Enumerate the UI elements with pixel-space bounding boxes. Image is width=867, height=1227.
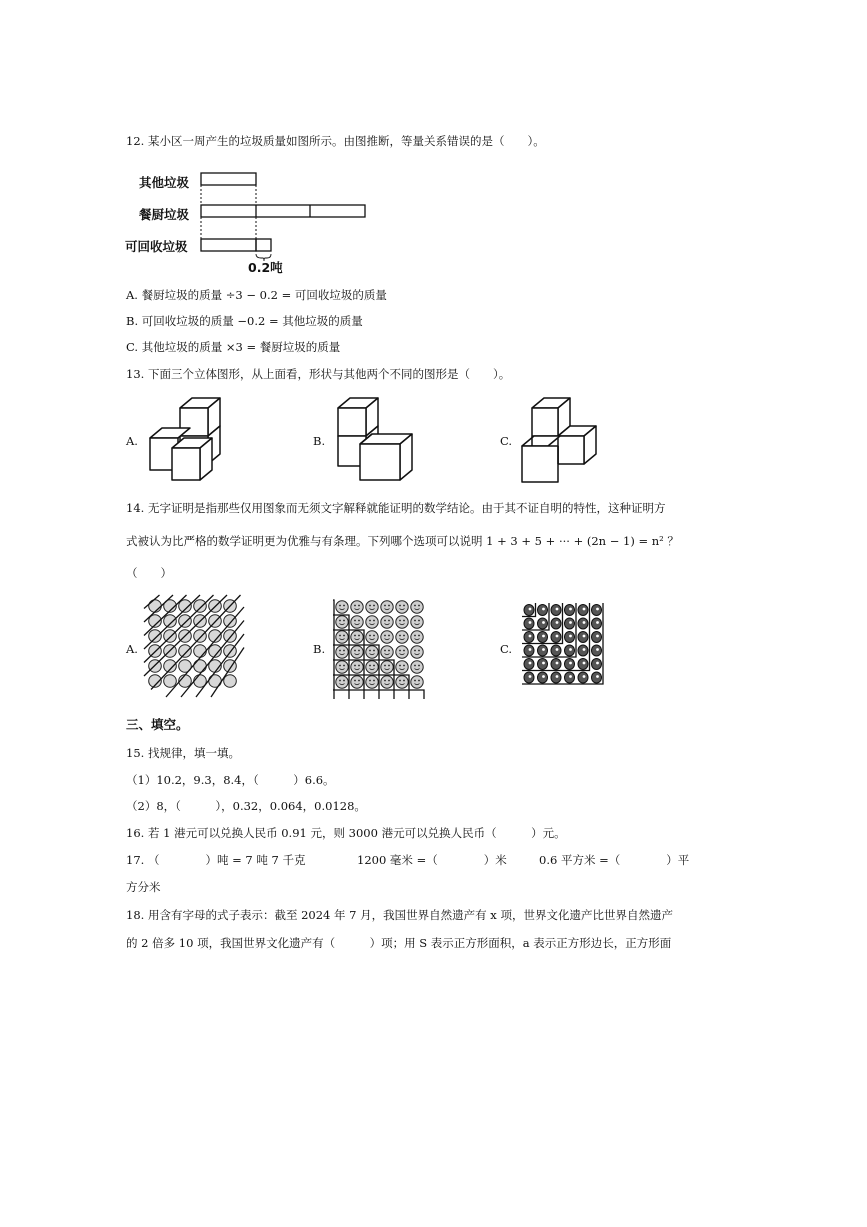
- q18-line2: 的 2 倍多 10 项，我国世界文化遗产有（ ）项；用 S 表示正方形面积，a 表示正方形边长，正方形面: [126, 936, 672, 950]
- label-kitchen-waste: 餐厨垃圾: [139, 207, 190, 222]
- q13-figure-c: [518, 396, 602, 488]
- q16-stem: 16. 若 1 港元可以兑换人民币 0.91 元，则 3000 港元可以兑换人民币（ ）元。: [126, 826, 566, 840]
- q15-part1: （1）10.2，9.3，8.4，（ ）6.6。: [126, 773, 335, 787]
- bar-other: [201, 173, 256, 185]
- q13-figure-a: [146, 396, 226, 488]
- q12-stem: 12. 某小区一周产生的垃圾质量如图所示。由图推断，等量关系错误的是（ ）。: [126, 134, 545, 148]
- q12-option-a: A. 餐厨垃圾的质量 ÷3 − 0.2 = 可回收垃圾的质量: [126, 288, 387, 302]
- q14-figure-c: [520, 601, 616, 697]
- q14-stem-line1: 14. 无字证明是指那些仅用图象而无须文字解释就能证明的数学结论。由于其不证自明的特性，这种证明方: [126, 501, 666, 515]
- q14-stem-line3: （ ）: [126, 566, 172, 580]
- q12-option-c: C. 其他垃圾的质量 ×3 = 餐厨垃圾的质量: [126, 340, 341, 354]
- q17-part1: 17. （ ）吨 = 7 吨 7 千克: [126, 853, 306, 867]
- q13-label-c: C.: [500, 434, 513, 448]
- q18-line1: 18. 用含有字母的式子表示：截至 2024 年 7 月，我国世界自然遗产有 x 项，世界文化遗产比世界自然遗产: [126, 908, 673, 922]
- q14-figure-a: [142, 593, 246, 701]
- q15-stem: 15. 找规律，填一填。: [126, 746, 240, 760]
- q13-label-a: A.: [126, 434, 138, 448]
- section-heading: 三、填空。: [126, 717, 189, 732]
- q17-cont: 方分米: [126, 880, 161, 894]
- q17-part2: 1200 毫米 =（ ）米: [357, 853, 507, 867]
- q14-stem-line2: 式被认为比严格的数学证明更为优雅与有条理。下列哪个选项可以说明 1 + 3 + 5 + ··· + (2n − 1) = n² ？: [126, 534, 679, 548]
- q13-stem: 13. 下面三个立体图形，从上面看，形状与其他两个不同的图形是（ ）。: [126, 367, 511, 381]
- label-recyclable-waste: 可回收垃圾: [125, 239, 188, 254]
- q17-part3: 0.6 平方米 =（ ）平: [539, 853, 690, 867]
- bar-kitchen: [201, 205, 365, 217]
- q12-bar-diagram: [125, 168, 380, 278]
- label-other-waste: 其他垃圾: [139, 175, 190, 190]
- q15-part2: （2）8，（ ），0.32，0.064，0.0128。: [126, 799, 366, 813]
- q12-option-b: B. 可回收垃圾的质量 −0.2 = 其他垃圾的质量: [126, 314, 363, 328]
- bar-recyclable-extra: [256, 239, 271, 251]
- bar-recyclable: [201, 239, 256, 251]
- q14-label-c: C.: [500, 642, 513, 656]
- q13-label-b: B.: [313, 434, 326, 448]
- q13-figure-b: [334, 396, 416, 488]
- q14-figure-b: [331, 597, 431, 701]
- q14-label-a: A.: [126, 642, 138, 656]
- label-unit: 0.2吨: [248, 260, 283, 275]
- q14-label-b: B.: [313, 642, 326, 656]
